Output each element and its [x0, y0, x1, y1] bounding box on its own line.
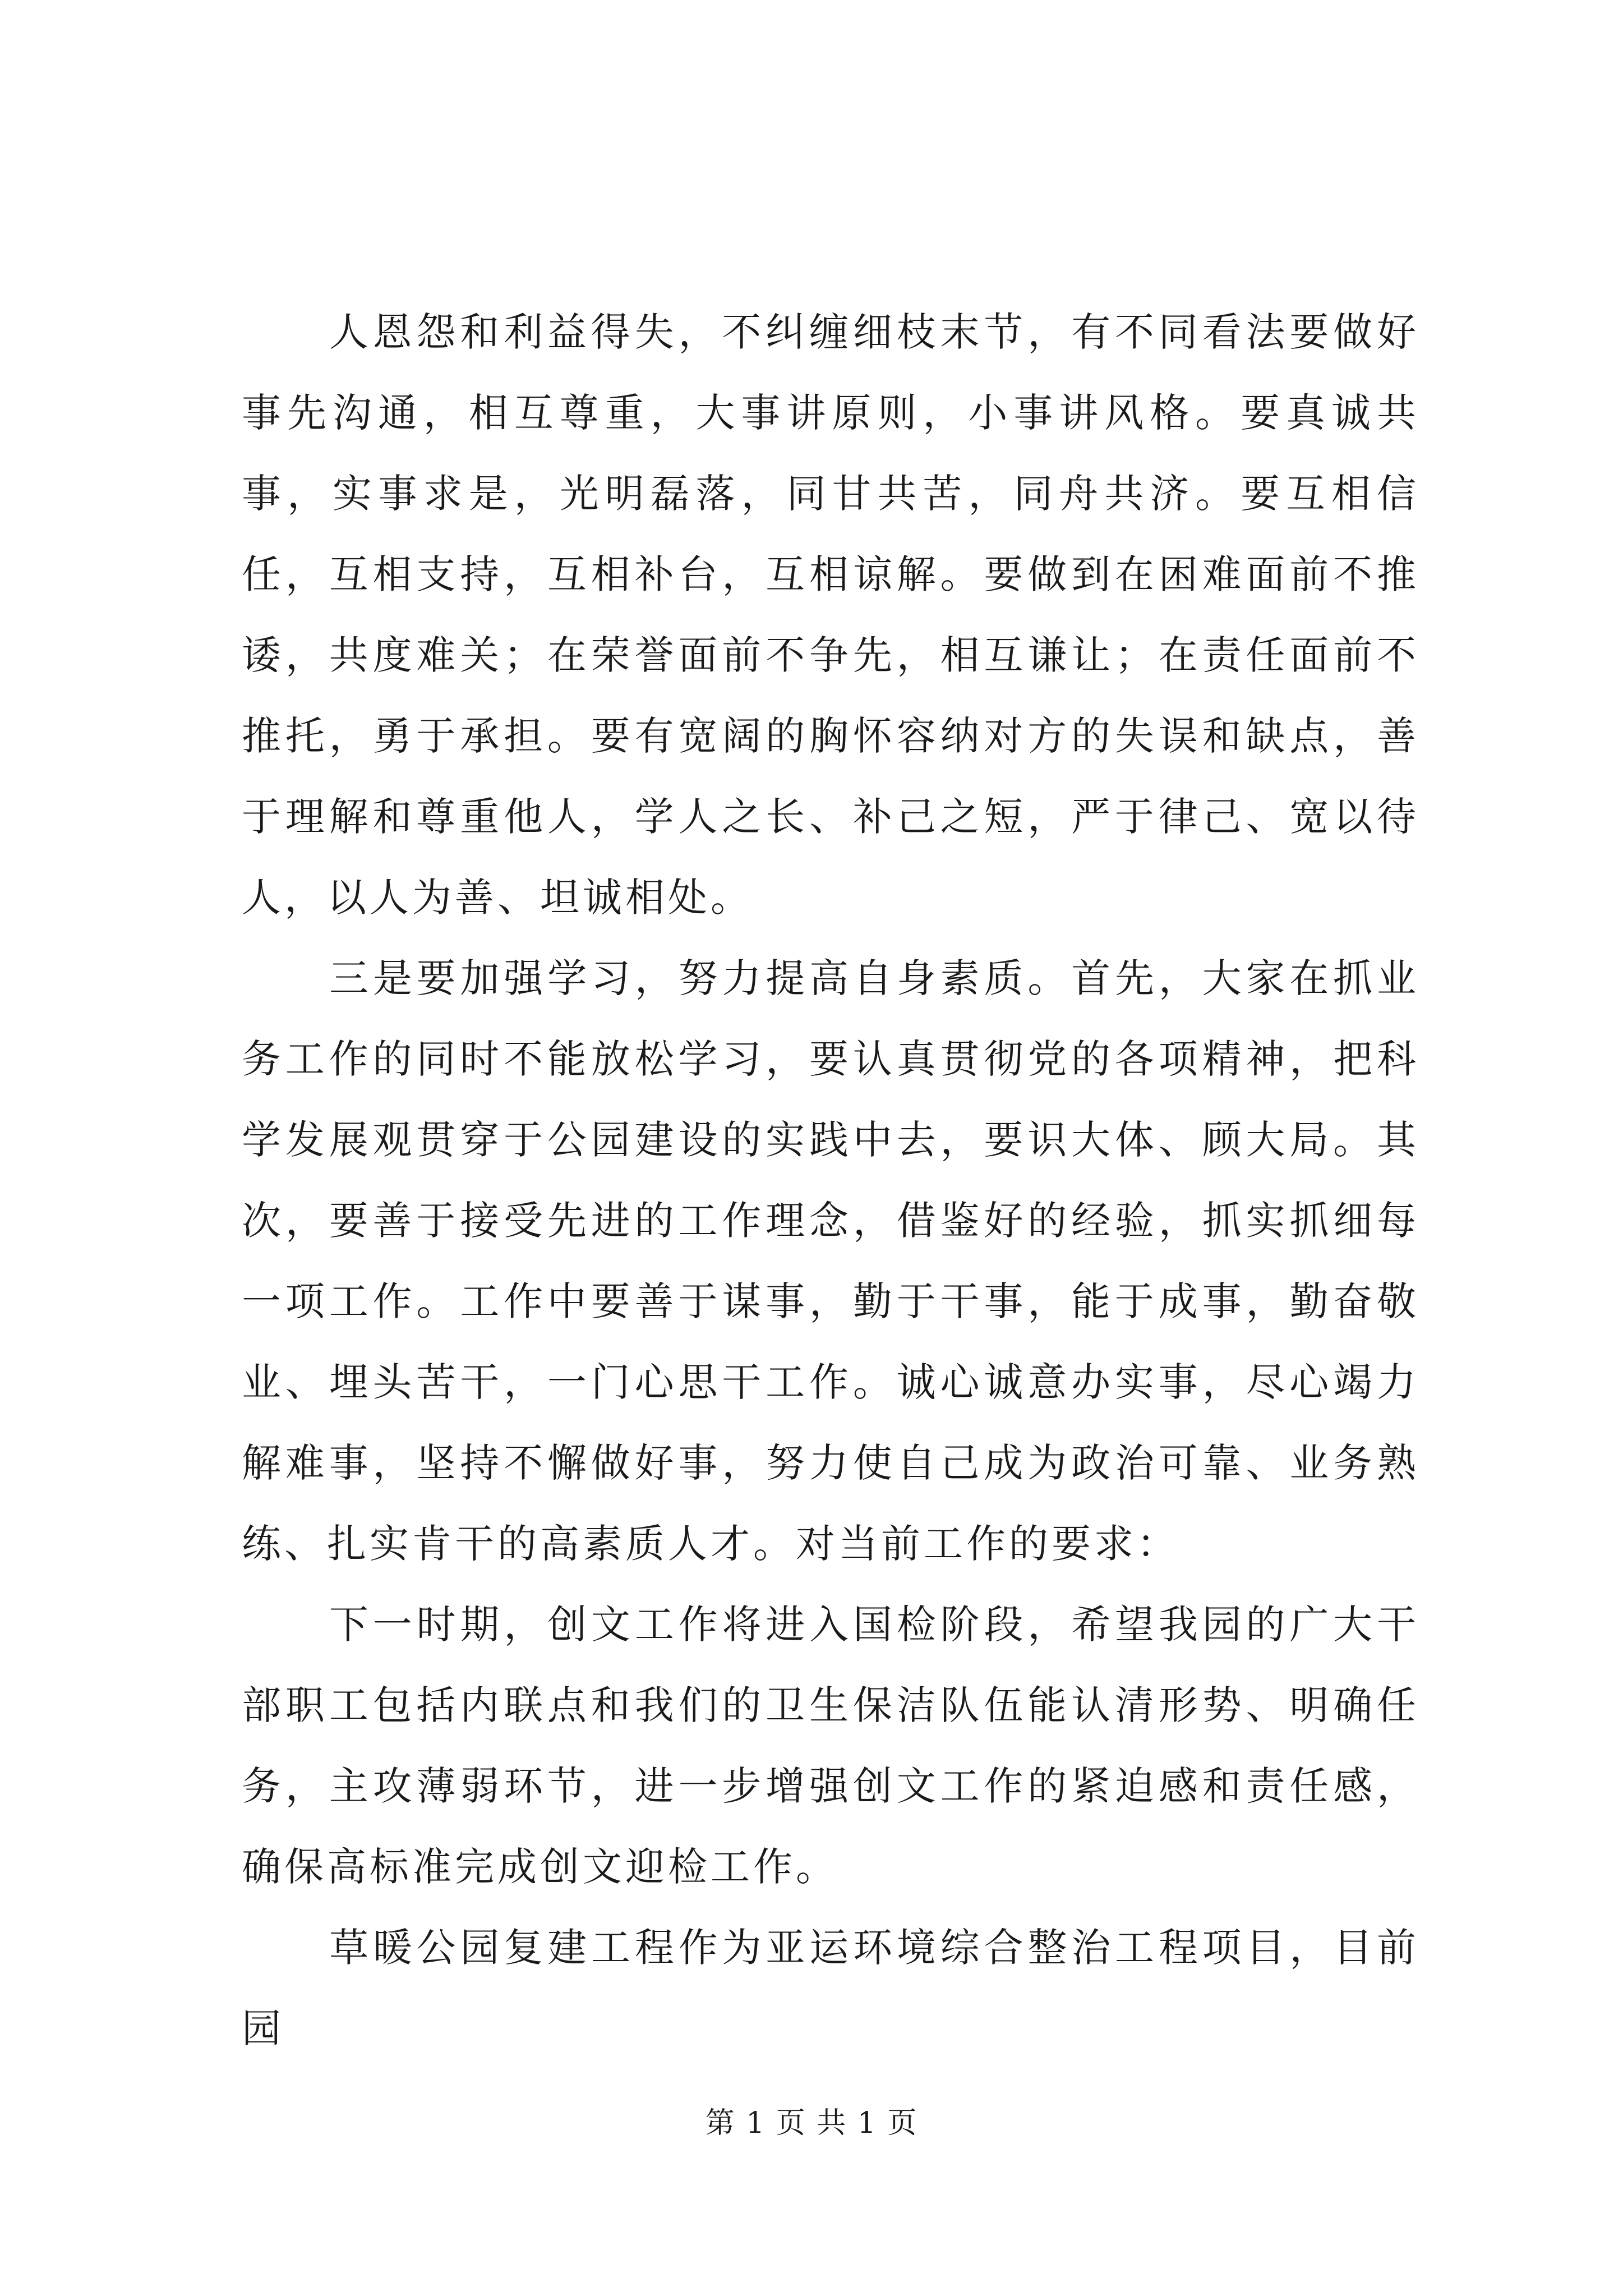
- document-body: [242, 292, 1419, 2069]
- paragraph-4: 草暖公园复建工程作为亚运环境综合整治工程项目，目前园: [242, 1925, 1419, 2051]
- page-number-footer: 第 1 页 共 1 页: [705, 2106, 918, 2140]
- paragraph-3: 下一时期，创文工作将进入国检阶段，希望我园的广大干部职工包括内联点和我们的卫生保洁队伍能认清形势、明确任务，主攻薄弱环节，进一步增强创文工作的紧迫感和责任感，确保高标准完成创文迎检工作。: [242, 1602, 1419, 1890]
- paragraph-1: 人恩怨和利益得失，不纠缠细枝末节，有不同看法要做好事先沟通，相互尊重，大事讲原则，小事讲风格。要真诚共事，实事求是，光明磊落，同甘共苦，同舟共济。要互相信任，互相支持，互相补台，互相谅解。要做到在困难面前不推诿，共度难关；在荣誉面前不争先，相互谦让；在责任面前不推托，勇于承担。要有宽阔的胸怀容纳对方的失误和缺点，善于理解和尊重他人，学人之长、补己之短，严于律己、宽以待人，以人为善、坦诚相处。: [242, 309, 1419, 921]
- paragraph-2: 三是要加强学习，努力提高自身素质。首先，大家在抓业务工作的同时不能放松学习，要认真贯彻党的各项精神，把科学发展观贯穿于公园建设的实践中去，要识大体、顾大局。其次，要善于接受先进的工作理念，借鉴好的经验，抓实抓细每一项工作。工作中要善于谋事，勤于干事，能于成事，勤奋敬业、埋头苦干，一门心思干工作。诚心诚意办实事，尽心竭力解难事，坚持不懈做好事，努力使自己成为政治可靠、业务熟练、扎实肯干的高素质人才。对当前工作的要求：: [242, 955, 1419, 1567]
